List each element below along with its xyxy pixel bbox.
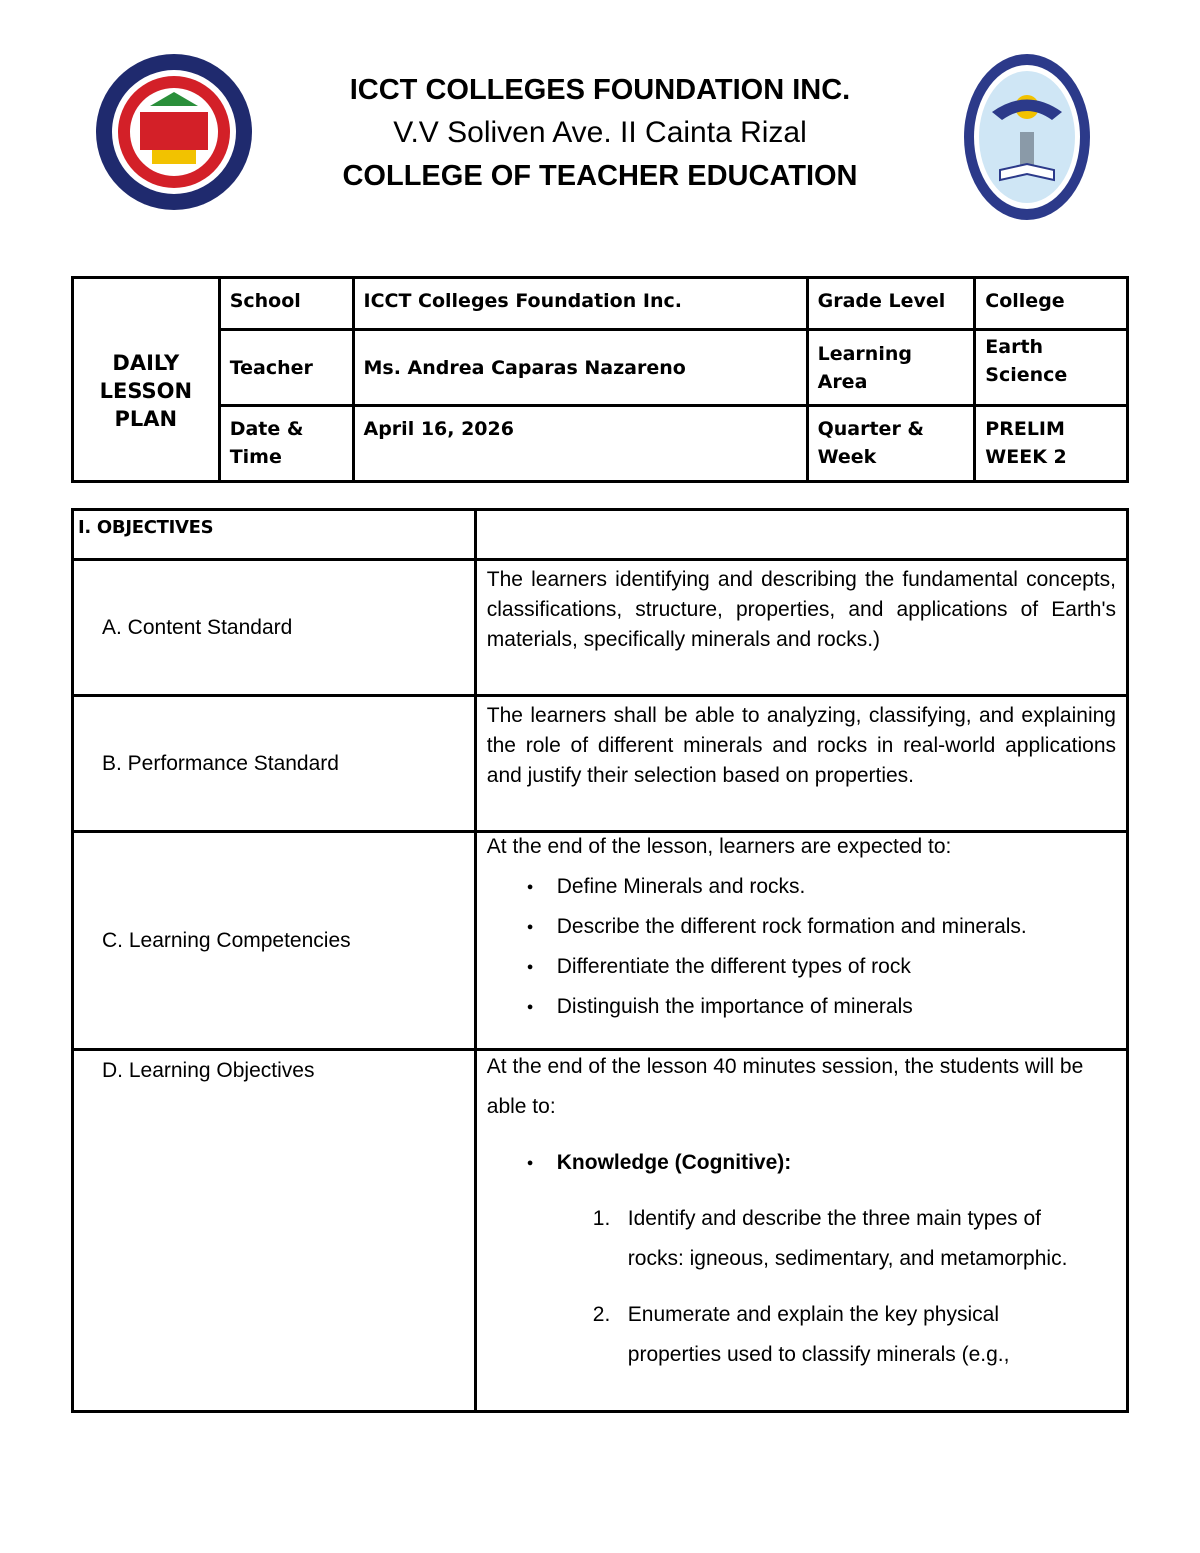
performance-standard-text: The learners shall be able to analyzing, classifying, and explaining the role of different minerals and rocks in real-world applications and justify their selection based on properties. bbox=[475, 696, 1127, 832]
learning-competencies-label: C. Learning Competencies bbox=[73, 832, 476, 1050]
performance-standard-label: B. Performance Standard bbox=[73, 696, 476, 832]
list-item bbox=[487, 1295, 1116, 1375]
learning-area-label: Learning Area bbox=[807, 330, 975, 406]
date-time-value: April 16, 2026 bbox=[353, 406, 807, 482]
competencies-intro: At the end of the lesson, learners are expected to: bbox=[486, 835, 952, 858]
content-standard-label: A. Content Standard bbox=[73, 560, 476, 696]
lesson-plan-title: DAILY LESSON PLAN bbox=[99, 350, 193, 431]
item-text: Enumerate and explain the key physical properties used to classify minerals (e.g., bbox=[627, 1303, 1010, 1366]
knowledge-heading: ● Knowledge (Cognitive): bbox=[487, 1143, 1116, 1183]
teacher-value: Ms. Andrea Caparas Nazareno bbox=[353, 330, 807, 406]
content-standard-text: The learners identifying and describing the fundamental concepts, classifications, structure, properties, and applications of Earth's materials, specifically minerals and rocks.) bbox=[475, 560, 1127, 696]
learning-competencies-cell bbox=[475, 832, 1127, 1050]
item-text: Identify and describe the three main types of rocks: igneous, sedimentary, and metamorphic. bbox=[627, 1207, 1068, 1270]
lesson-info-table bbox=[71, 276, 1129, 483]
item-number: 1. bbox=[592, 1207, 611, 1230]
learning-domains-list bbox=[487, 1143, 1116, 1183]
date-time-label: Date & Time bbox=[219, 406, 353, 482]
learning-area-value: Earth Science bbox=[975, 330, 1128, 406]
competencies-list bbox=[487, 867, 1116, 1027]
objectives-heading: I. OBJECTIVES bbox=[73, 510, 476, 560]
objectives-table bbox=[71, 508, 1129, 1413]
grade-level-value: College bbox=[975, 278, 1128, 330]
icct-logo bbox=[94, 52, 254, 212]
quarter-week-value: PRELIM WEEK 2 bbox=[975, 406, 1128, 482]
list-item: ● Differentiate the different types of rock bbox=[487, 947, 1116, 987]
learning-objectives-intro: At the end of the lesson 40 minutes session, the students will be able to: bbox=[486, 1055, 1084, 1118]
knowledge-objectives-list bbox=[487, 1199, 1116, 1375]
document-header bbox=[0, 0, 1200, 240]
institution-address: V.V Soliven Ave. II Cainta Rizal bbox=[393, 116, 807, 149]
cte-seal bbox=[962, 52, 1092, 222]
college-name: COLLEGE OF TEACHER EDUCATION bbox=[342, 160, 858, 192]
learning-objectives-label: D. Learning Objectives bbox=[73, 1050, 476, 1412]
quarter-week-label: Quarter & Week bbox=[807, 406, 975, 482]
list-item bbox=[487, 1199, 1116, 1279]
objectives-heading-blank bbox=[475, 510, 1127, 560]
list-item: ● Describe the different rock formation and minerals. bbox=[487, 907, 1116, 947]
item-number: 2. bbox=[592, 1303, 611, 1326]
list-item: ● Define Minerals and rocks. bbox=[487, 867, 1116, 907]
lesson-plan-title-cell bbox=[73, 278, 220, 482]
grade-level-label: Grade Level bbox=[807, 278, 975, 330]
school-label: School bbox=[219, 278, 353, 330]
institution-name: ICCT COLLEGES FOUNDATION INC. bbox=[349, 74, 851, 106]
school-value: ICCT Colleges Foundation Inc. bbox=[353, 278, 807, 330]
learning-objectives-cell bbox=[475, 1050, 1127, 1412]
teacher-label: Teacher bbox=[219, 330, 353, 406]
list-item: ● Distinguish the importance of minerals bbox=[487, 987, 1116, 1027]
